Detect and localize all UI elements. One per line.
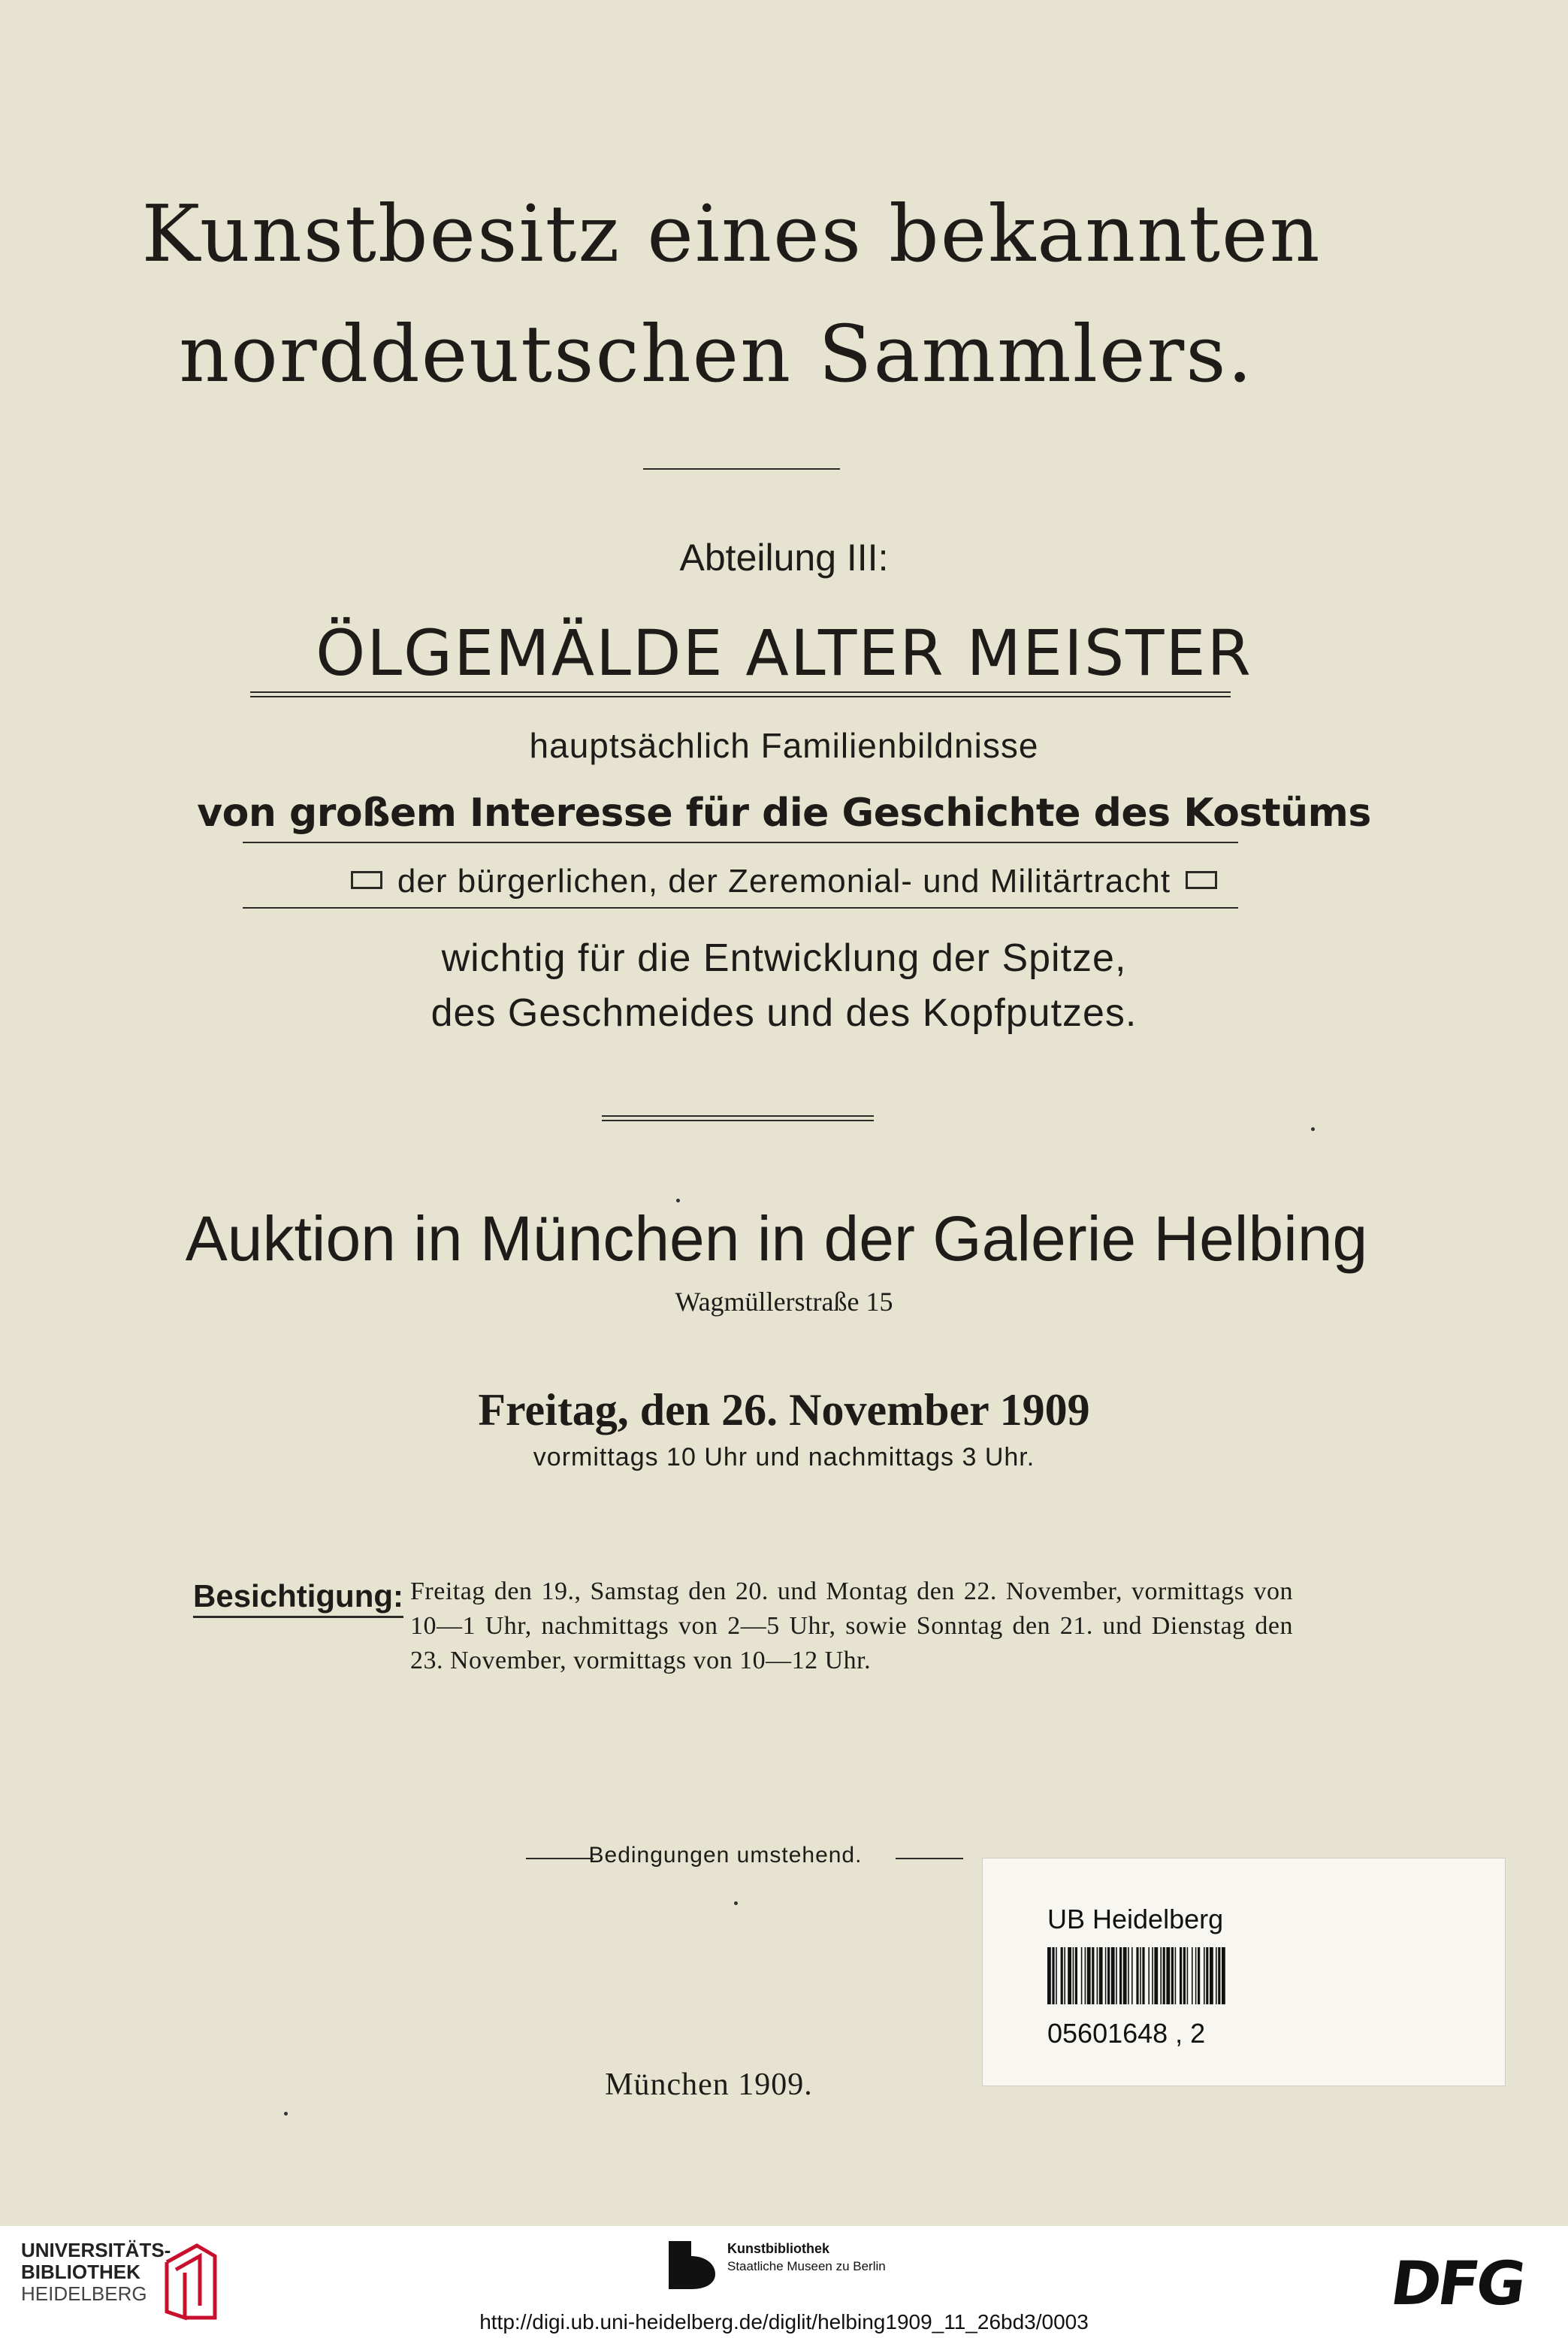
subtitle-costume-types-text: der bürgerlichen, der Zeremonial- und Militärtracht (397, 863, 1171, 900)
barcode-bar (1131, 1947, 1133, 2004)
barcode-bar (1097, 1947, 1098, 2004)
barcode-bar (1107, 1947, 1110, 2004)
barcode-bar (1064, 1947, 1065, 2004)
barcode-bar (1081, 1947, 1083, 2004)
uni-logo-line-1: UNIVERSITÄTS- (21, 2239, 171, 2261)
uni-logo-line-2: BIBLIOTHEK (21, 2261, 140, 2283)
speck (676, 1199, 680, 1202)
uni-logo-line-3: HEIDELBERG (21, 2282, 147, 2305)
barcode-bar (1187, 1947, 1189, 2004)
barcode-bar (1206, 1947, 1208, 2004)
kunstbibliothek-logo-icon (669, 2241, 717, 2289)
subtitle-costume-types (0, 863, 1568, 900)
library-label (983, 1859, 1505, 2085)
box-ornament-icon (351, 871, 382, 889)
barcode-bar (1195, 1947, 1197, 2004)
barcode-bar (1111, 1947, 1115, 2004)
barcode-bar (1198, 1947, 1200, 2004)
conditions-note: Bedingungen umstehend. (588, 1843, 863, 1868)
barcode-bar (1171, 1947, 1174, 2004)
divider-short (643, 468, 840, 470)
library-name: UB Heidelberg (1047, 1904, 1224, 1934)
barcode-bar (1180, 1947, 1182, 2004)
barcode-bar (1073, 1947, 1074, 2004)
place-and-year: München 1909. (605, 2067, 813, 2102)
barcode-bar (1192, 1947, 1193, 2004)
barcode-bar (1204, 1947, 1205, 2004)
auction-heading: Auktion in München in der Galerie Helbing (185, 1203, 1368, 1274)
barcode-bar (1183, 1947, 1186, 2004)
permalink-url[interactable]: http://digi.ub.uni-heidelberg.de/diglit/helbing1909_11_26bd3/0003 (479, 2310, 1089, 2333)
barcode-bar (1056, 1947, 1057, 2004)
section-title-underline (250, 691, 1231, 697)
university-library-logo-text[interactable] (21, 2240, 171, 2305)
description-line-2: des Geschmeides und des Kopfputzes. (431, 991, 1137, 1035)
conditions-rule-right (896, 1858, 963, 1859)
viewer-footer (0, 2226, 1568, 2338)
barcode-bar (1119, 1947, 1122, 2004)
dfg-logo[interactable]: DFG (1386, 2249, 1528, 2318)
auction-date: Freitag, den 26. November 1909 (478, 1385, 1090, 1435)
speck (284, 2112, 288, 2116)
shelfmark: 05601648 , 2 (1047, 2018, 1206, 2049)
barcode-bar (1099, 1947, 1103, 2004)
barcode-bar (1136, 1947, 1138, 2004)
barcode-bar (1218, 1947, 1220, 2004)
viewing-text: Freitag den 19., Samstag den 20. und Montag den 22. November, vormittags von 10—1 Uhr, nachmittags von 2—5 Uhr, sowie Sonntag den 21. und Dienstag den 23. November, vormittags von 10—12 Uhr. (410, 1577, 1293, 1674)
barcode-bar (1128, 1947, 1129, 2004)
auction-address: Wagmüllerstraße 15 (675, 1287, 893, 1317)
barcode-bar (1075, 1947, 1077, 2004)
barcode-bar (1092, 1947, 1094, 2004)
barcode-bar (1087, 1947, 1091, 2004)
subtitle-underline-2 (243, 907, 1238, 909)
barcode-bar (1148, 1947, 1150, 2004)
kunstbibliothek-name: Kunstbibliothek (727, 2241, 829, 2256)
barcode-bar (1116, 1947, 1117, 2004)
speck (734, 1901, 738, 1905)
barcode-bar (1085, 1947, 1086, 2004)
barcode-bar (1222, 1947, 1225, 2004)
kunstbibliothek-logo[interactable] (669, 2241, 886, 2293)
barcode-bar (1052, 1947, 1054, 2004)
divider-double (602, 1115, 874, 1121)
barcode-bar (1160, 1947, 1162, 2004)
barcode-bar (1154, 1947, 1158, 2004)
section-title: ÖLGEMÄLDE ALTER MEISTER (316, 616, 1252, 690)
barcode-bar (1140, 1947, 1141, 2004)
subtitle-costume-interest: von großem Interesse für die Geschichte des Kostüms (197, 791, 1371, 836)
section-label: Abteilung III: (679, 537, 889, 579)
barcode-bar (1166, 1947, 1170, 2004)
description-line-1: wichtig für die Entwicklung der Spitze, (441, 936, 1127, 980)
barcode-bar (1175, 1947, 1177, 2004)
title-line-2: norddeutschen Sammlers. (179, 308, 1254, 400)
barcode-bar (1163, 1947, 1165, 2004)
barcode-bar (1105, 1947, 1107, 2004)
barcode-bar (1142, 1947, 1144, 2004)
auction-times: vormittags 10 Uhr und nachmittags 3 Uhr. (533, 1443, 1035, 1471)
kunstbibliothek-subtitle: Staatliche Museen zu Berlin (727, 2259, 886, 2273)
barcode-icon (1047, 1947, 1385, 2004)
barcode-bar (1216, 1947, 1217, 2004)
subtitle-families: hauptsächlich Familienbildnisse (529, 726, 1039, 765)
barcode-bar (1152, 1947, 1153, 2004)
subtitle-underline-1 (243, 842, 1238, 843)
barcode-bar (1047, 1947, 1051, 2004)
title-line-1: Kunstbesitz eines bekannten (141, 188, 1322, 280)
barcode-bar (1210, 1947, 1213, 2004)
barcode-bar (1068, 1947, 1071, 2004)
barcode-bar (1123, 1947, 1127, 2004)
box-ornament-icon (1186, 871, 1217, 889)
barcode-bar (1061, 1947, 1063, 2004)
speck (1311, 1127, 1315, 1131)
viewing-label: Besichtigung: (193, 1578, 403, 1618)
